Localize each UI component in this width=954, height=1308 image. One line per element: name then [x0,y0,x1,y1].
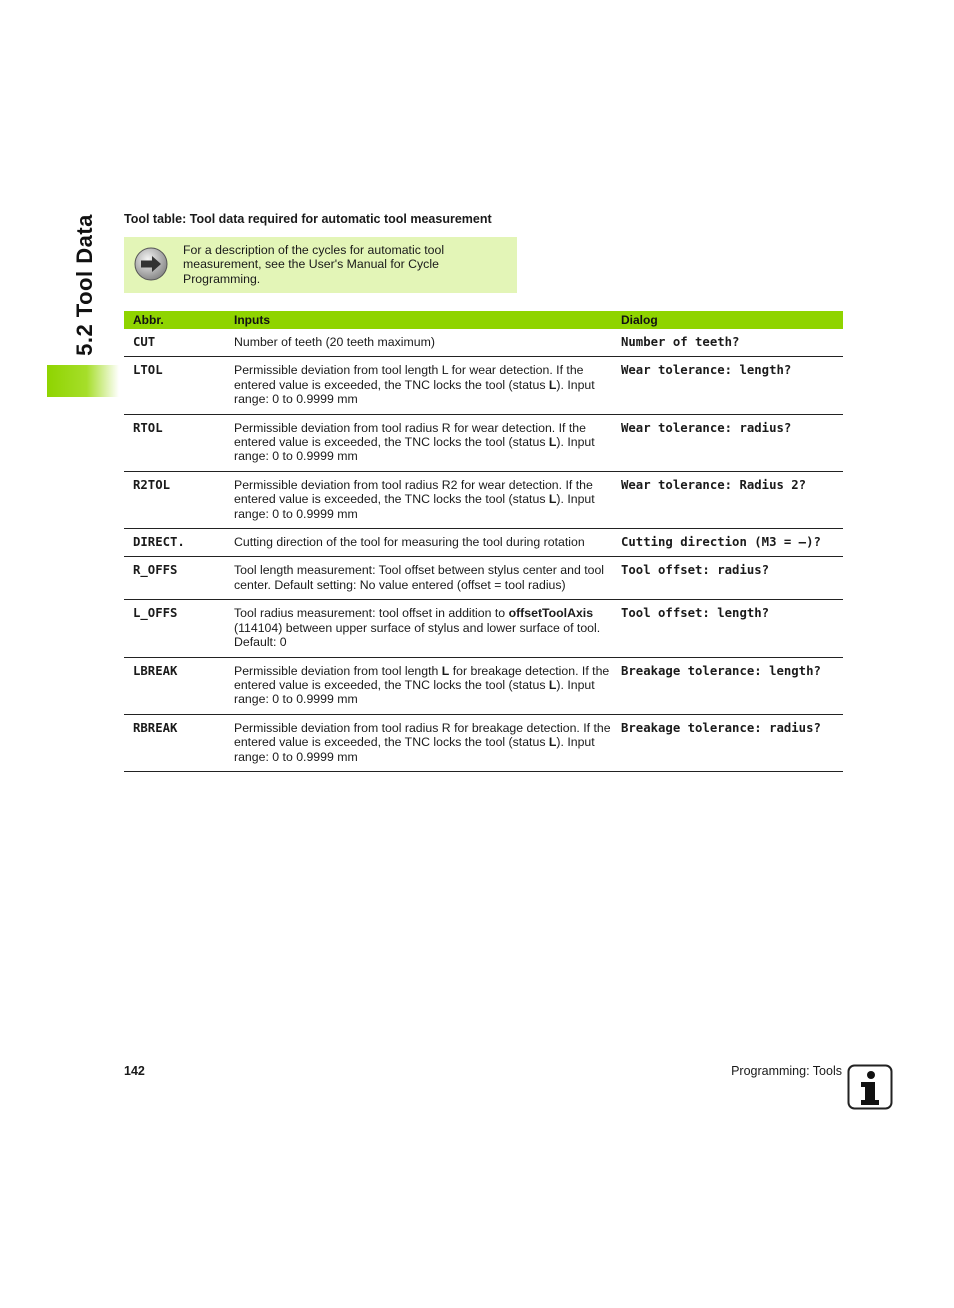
cell-abbr: CUT [124,329,225,357]
input-text: Permissible deviation from tool length L for wear detection. If the entered value is exceeded, the TNC locks the tool (status [234,363,584,392]
input-text: Cutting direction of the tool for measuring the tool during rotation [234,535,585,550]
tool-data-table [124,311,843,772]
table-row [124,529,843,557]
input-emphasis: L [548,435,557,450]
input-emphasis: L [548,677,557,692]
input-text: ). Input range: 0 to 0.9999 mm [234,677,595,707]
chapter-side-title [70,215,100,355]
cell-inputs [225,414,612,471]
cell-inputs [225,557,612,600]
input-emphasis: L [441,663,450,678]
info-icon [847,1064,893,1110]
table-row [124,329,843,357]
input-emphasis: L [548,377,557,392]
table-row [124,657,843,714]
table-row [124,600,843,657]
cell-inputs [225,471,612,528]
cell-abbr: L_OFFS [124,600,225,657]
chapter-title-text: 5.2 Tool Data [72,214,97,356]
chapter-tab-marker [47,365,119,397]
input-text: Permissible deviation from tool radius R for wear detection. If the entered value is exceeded, the TNC locks the tool (status [234,420,586,450]
cell-abbr: R2TOL [124,471,225,528]
cell-inputs [225,329,612,357]
input-text: Number of teeth (20 teeth maximum) [234,335,435,349]
input-emphasis: L [548,735,557,750]
table-row [124,557,843,600]
cell-dialog: Breakage tolerance: length? [612,657,843,714]
input-text: Tool length measurement: Tool offset between stylus center and tool center. Default setting: No value entered (offset = tool radius) [234,563,605,592]
header-dialog: Dialog [612,311,843,329]
note-text: For a description of the cycles for automatic tool measurement, see the User's Manual for Cycle Programming. [183,243,445,286]
header-inputs: Inputs [225,311,612,329]
cell-dialog: Tool offset: radius? [612,557,843,600]
table-row [124,357,843,414]
cell-abbr: R_OFFS [124,557,225,600]
cell-abbr: RTOL [124,414,225,471]
input-text: ). Input range: 0 to 0.9999 mm [234,435,595,464]
page-number: 142 [124,1064,145,1078]
cell-dialog: Number of teeth? [612,329,843,357]
cell-abbr: LTOL [124,357,225,414]
cell-inputs [225,657,612,714]
cell-inputs [225,529,612,557]
cell-inputs [225,357,612,414]
table-header-row [124,311,843,329]
input-text: ). Input range: 0 to 0.9999 mm [234,735,595,764]
cell-inputs [225,714,612,771]
note-box [124,237,517,293]
table-row [124,714,843,771]
input-emphasis: L [548,492,557,507]
table-row [124,471,843,528]
header-abbr: Abbr. [124,311,225,329]
cell-dialog: Wear tolerance: Radius 2? [612,471,843,528]
cell-dialog: Cutting direction (M3 = –)? [612,529,843,557]
cell-dialog: Breakage tolerance: radius? [612,714,843,771]
cell-abbr: RBREAK [124,714,225,771]
cell-dialog: Tool offset: length? [612,600,843,657]
section-heading: Tool table: Tool data required for automatic tool measurement [124,212,492,226]
input-emphasis: offsetToolAxis [508,606,594,621]
table-body [124,329,843,771]
footer-chapter: Programming: Tools [731,1064,842,1078]
arrow-right-icon [134,247,168,281]
cell-dialog: Wear tolerance: length? [612,357,843,414]
cell-dialog: Wear tolerance: radius? [612,414,843,471]
cell-abbr: LBREAK [124,657,225,714]
cell-inputs [225,600,612,657]
input-text: for breakage detection. If the entered value is exceeded, the TNC locks the tool (status [234,663,610,692]
input-text: Permissible deviation from tool radius R for breakage detection. If the entered value is exceeded, the TNC locks the tool (status [234,720,611,750]
input-text: (114104) between upper surface of stylus and lower surface of tool. Default: 0 [234,620,601,650]
cell-abbr: DIRECT. [124,529,225,557]
table-row [124,414,843,471]
input-text: ). Input range: 0 to 0.9999 mm [234,492,595,521]
input-text: ). Input range: 0 to 0.9999 mm [234,377,595,407]
input-text: Permissible deviation from tool length [234,663,442,678]
input-text: Tool radius measurement: tool offset in addition to [234,606,509,621]
input-text: Permissible deviation from tool radius R2 for wear detection. If the entered value is exceeded, the TNC locks the tool (status [234,477,593,507]
